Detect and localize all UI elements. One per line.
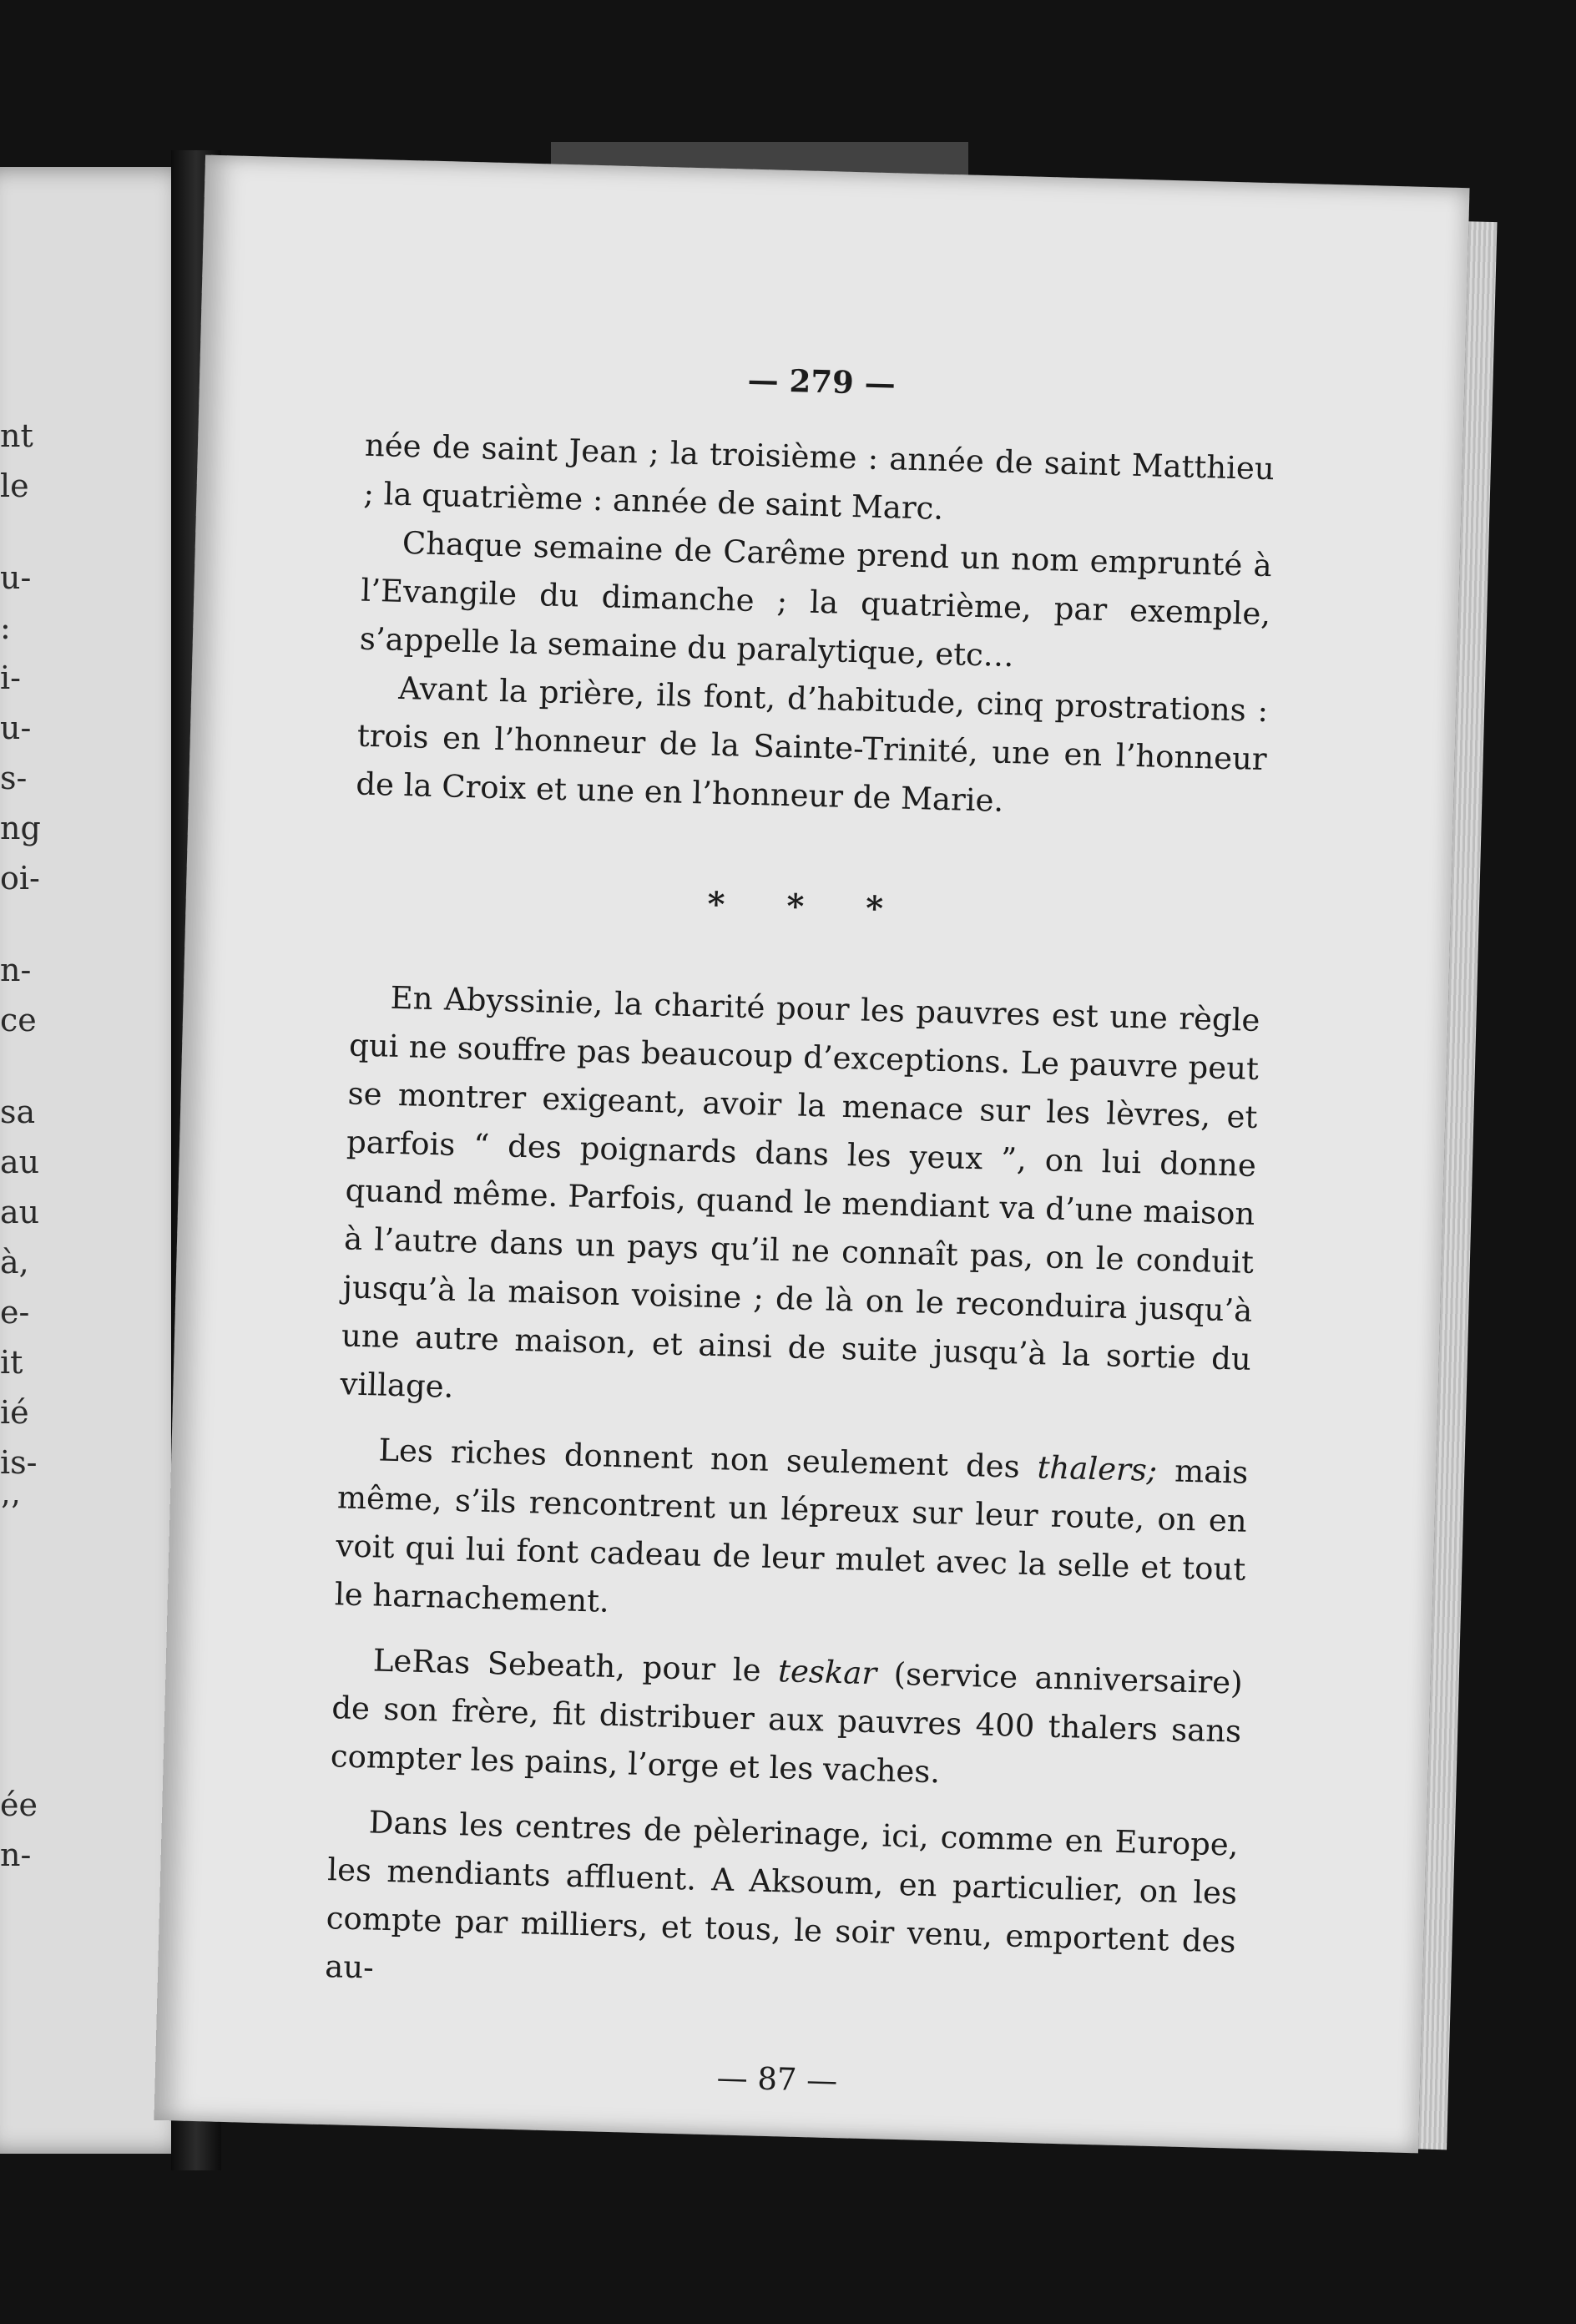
paragraph xyxy=(330,1635,1243,1804)
paragraph: Chaque semaine de Carême prend un nom emprunté à l’Evangile du dimanche ; la quatrième, par exemple, s’appelle la semaine du paralytique, etc… xyxy=(359,524,1273,674)
left-fragment: i- xyxy=(0,659,21,696)
paragraph xyxy=(334,1425,1249,1642)
section-separator: * * * xyxy=(706,884,909,929)
left-fragment: nt xyxy=(0,417,33,454)
left-fragment: is- xyxy=(0,1444,38,1481)
left-fragment: le xyxy=(0,467,29,504)
left-fragment: au xyxy=(0,1144,40,1180)
page-text-block xyxy=(321,351,1277,2140)
left-fragment: sa xyxy=(0,1094,36,1130)
paragraph: Dans les centres de pèlerinage, ici, comme en Europe, les mendiants affluent. A Aksoum, en particulier, on les compte par milliers, et tous, le soir venu, emportent des au- xyxy=(324,1804,1240,1986)
left-fragment: ié xyxy=(0,1394,29,1431)
left-fragment: it xyxy=(0,1344,23,1381)
paragraph: Avant la prière, ils font, d’habitude, cinq prostrations : trois en l’honneur de la Sainte-Trinité, une en l’honneur de la Croix et une en l’honneur de Marie. xyxy=(355,669,1269,819)
text-run: Les riches donnent non seulement des xyxy=(377,1432,1038,1486)
left-fragment: s- xyxy=(0,760,28,796)
italic-term: teskar xyxy=(777,1653,877,1692)
left-fragment: ce xyxy=(0,1002,37,1038)
page-number-bottom: — 87 — xyxy=(716,2059,838,2099)
italic-term: thalers; xyxy=(1037,1449,1158,1488)
page-number-top: — 279 — xyxy=(747,361,897,402)
left-fragment: n- xyxy=(0,1836,32,1873)
left-fragment: ’’ xyxy=(0,1494,21,1531)
left-fragment: ée xyxy=(0,1786,38,1823)
left-fragment: ng xyxy=(0,810,41,846)
paragraph: née de saint Jean ; la troisième : année de saint Matthieu ; la quatrième : année de saint Marc. xyxy=(362,427,1275,527)
text-run: (service anniversaire) de son frère, fit distribuer aux pauvres 400 thalers sans compter les pains, l’orge et les vaches. xyxy=(330,1655,1244,1791)
text-run: LeRas Sebeath, pour le xyxy=(372,1642,779,1690)
left-fragment: : xyxy=(0,609,11,646)
paragraph: En Abyssinie, la charité pour les pauvres est une règle qui ne souffre pas beaucoup d’exceptions. Le pauvre peut se montrer exigeant, avoir la menace sur les lèvres, et parfois “ des poignards dans les yeux ”, on lui donne quand même. Parfois, quand le mendiant va d’une maison à l’autre dans un pays qu’il ne connaît pas, on le conduit jusqu’à la maison voisine ; de là on le reconduira jusqu’à une autre maison, et ainsi de suite jusqu’à la sortie du village. xyxy=(340,979,1260,1405)
page-stack-edge xyxy=(1418,221,1497,2150)
right-page xyxy=(154,155,1469,2154)
left-fragment: u- xyxy=(0,710,32,746)
left-fragment: u- xyxy=(0,559,32,596)
left-fragment: au xyxy=(0,1194,40,1230)
text-run: mais même, s’ils rencontrent un lépreux sur leur route, on en voit qui lui font cadeau de leur mulet avec la selle et tout le harnachement. xyxy=(334,1452,1249,1619)
left-fragment: n- xyxy=(0,952,32,988)
left-fragment: oi- xyxy=(0,860,40,897)
left-fragment: à, xyxy=(0,1244,29,1281)
left-fragment: e- xyxy=(0,1294,30,1331)
